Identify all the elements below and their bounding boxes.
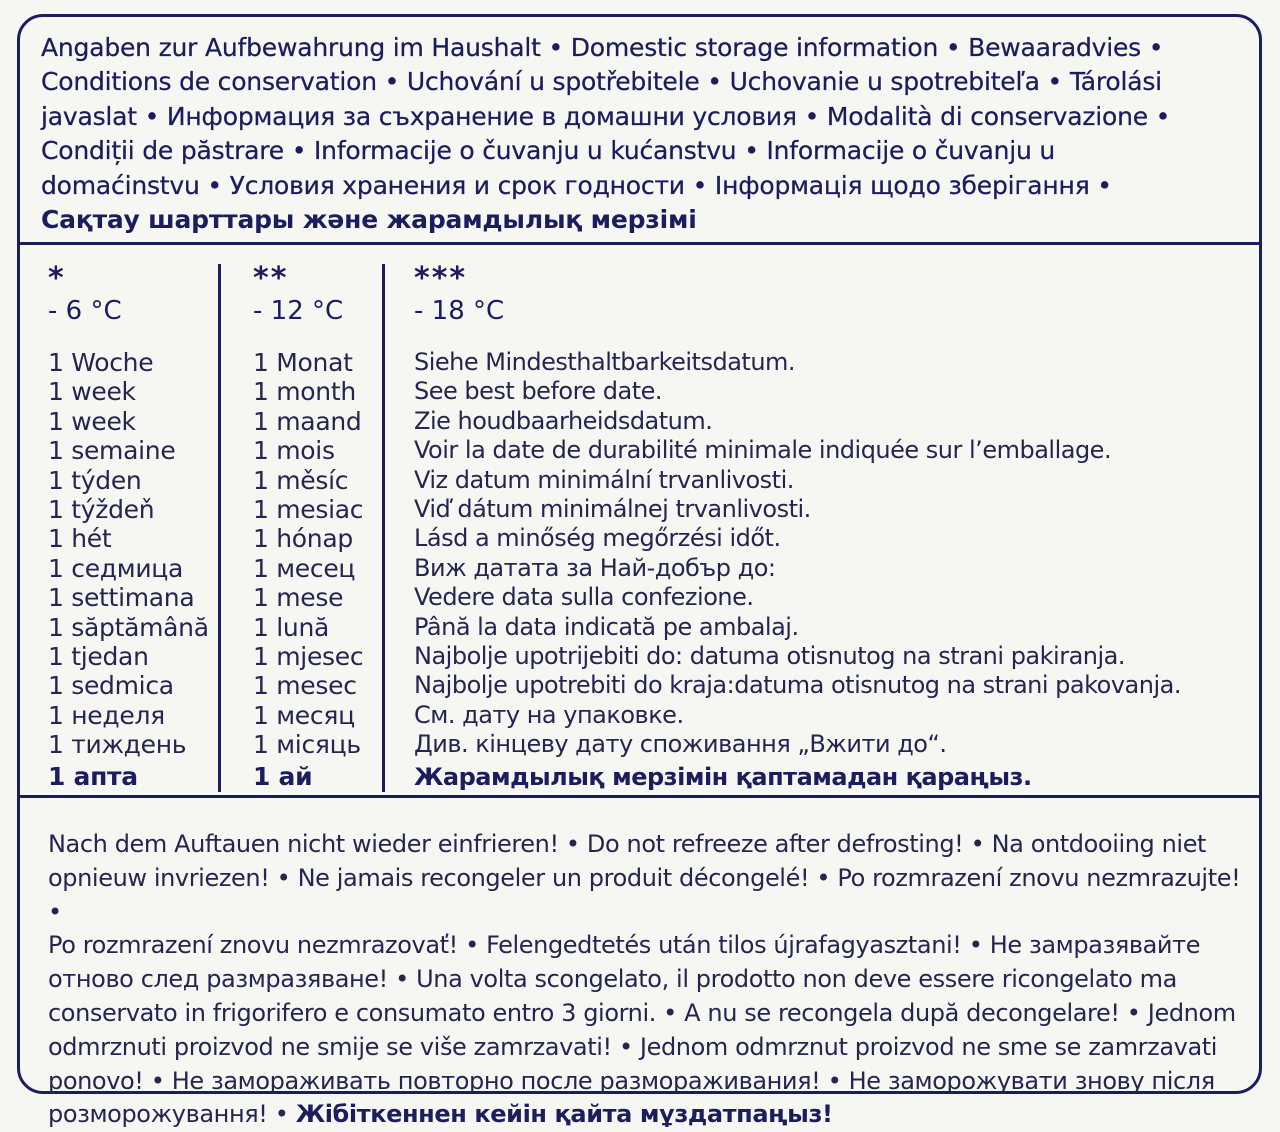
duration-item: 1 týden bbox=[48, 465, 142, 495]
warning-line: ponovo! • Не замораживать повторно после размораживания! • Не заморожувати знову після bbox=[48, 1066, 1215, 1095]
duration-item: 1 semaine bbox=[48, 436, 176, 466]
warning-line: odmrznuti proizvod ne smije se više zamrzavati! • Jednom odmrznut proizvod ne sme se zamrzavati bbox=[48, 1032, 1218, 1061]
duration-item: 1 maand bbox=[253, 406, 362, 436]
two-star-duration-list bbox=[253, 348, 393, 795]
warning-text: розморожування! • bbox=[48, 1100, 289, 1129]
duration-item: 1 týždeň bbox=[48, 494, 155, 524]
column-divider bbox=[218, 264, 221, 792]
header-line: javaslat • Информация за съхранение в домашни условия • Modalità di conservazione • bbox=[41, 101, 1171, 131]
duration-item: 1 lună bbox=[253, 612, 330, 642]
two-star-column bbox=[253, 260, 393, 796]
duration-item: Zie houdbaarheidsdatum. bbox=[414, 406, 713, 435]
duration-item: See best before date. bbox=[414, 377, 663, 406]
duration-item: Viz datum minimální trvanlivosti. bbox=[414, 465, 794, 494]
header-line: domaćinstvu • Условия хранения и срок годности • Інформація щодо зберігання • bbox=[41, 170, 1112, 200]
header-line: Condiții de păstrare • Informacije o čuvanju u kućanstvu • Informacije o čuvanju u bbox=[41, 136, 1056, 166]
duration-item: Виж датата за Най-добър до: bbox=[414, 553, 776, 582]
one-star-rating: * bbox=[48, 261, 66, 296]
one-star-column bbox=[48, 260, 218, 796]
storage-duration-table bbox=[20, 260, 1259, 796]
duration-item: 1 mois bbox=[253, 436, 335, 466]
duration-item: Până la data indicată pe ambalaj. bbox=[414, 612, 799, 641]
duration-item: 1 week bbox=[48, 406, 136, 436]
three-star-duration-list bbox=[414, 348, 1244, 795]
duration-item: 1 sedmica bbox=[48, 671, 174, 701]
duration-item: 1 mjesec bbox=[253, 641, 364, 671]
duration-item: Жарамдылық мерзімін қаптамадан қараңыз. bbox=[414, 763, 1032, 792]
header-line: Angaben zur Aufbewahrung im Haushalt • Domestic storage information • Bewaaradvies • bbox=[41, 33, 1164, 62]
header-line: Conditions de conservation • Uchování u spotřebitele • Uchovanie u spotrebiteľa • Tárolási bbox=[41, 67, 1162, 97]
warning-line: Nach dem Auftauen nicht wieder einfrieren! • Do not refreeze after defrosting! • Na ontdooiing niet bbox=[48, 830, 1207, 858]
duration-item: Vedere data sulla confezione. bbox=[414, 583, 754, 612]
duration-item: 1 hónap bbox=[253, 524, 353, 554]
duration-item: Див. кінцеву дату споживання „Вжити до“. bbox=[414, 730, 947, 759]
duration-item: 1 hét bbox=[48, 524, 112, 554]
duration-item: 1 tjedan bbox=[48, 641, 149, 671]
storage-info-panel bbox=[17, 14, 1262, 1129]
warning-line: отново след размразяване! • Una volta scongelato, il prodotto non deve essere ricongelato ma bbox=[48, 965, 1177, 994]
duration-item: 1 ай bbox=[253, 762, 313, 792]
two-star-rating: ** bbox=[253, 261, 289, 296]
duration-item: 1 неделя bbox=[48, 700, 165, 730]
duration-item: 1 Woche bbox=[48, 348, 154, 377]
duration-item: 1 тиждень bbox=[48, 730, 187, 760]
duration-item: 1 week bbox=[48, 377, 136, 407]
duration-item: 1 апта bbox=[48, 762, 138, 792]
refreeze-warning bbox=[20, 795, 1259, 1129]
duration-item: 1 mesec bbox=[253, 671, 357, 701]
warning-line: opnieuw invriezen! • Ne jamais recongeler un produit décongelé! • Po rozmrazení znovu nezmrazujte! • bbox=[48, 863, 1241, 926]
duration-item: 1 mese bbox=[253, 583, 344, 613]
duration-item: 1 месец bbox=[253, 553, 356, 583]
one-star-temperature: - 6 °C bbox=[48, 296, 122, 326]
duration-item: Voir la date de durabilité minimale indiquée sur l’emballage. bbox=[414, 436, 1112, 465]
duration-item: Viď dátum minimálnej trvanlivosti. bbox=[414, 494, 811, 523]
duration-item: 1 month bbox=[253, 377, 356, 407]
duration-item: Najbolje upotrijebiti do: datuma otisnutog na strani pakiranja. bbox=[414, 641, 1125, 670]
duration-item: 1 місяць bbox=[253, 730, 361, 760]
warning-line-last bbox=[48, 1098, 1245, 1132]
three-star-rating: *** bbox=[414, 261, 468, 296]
duration-item: Siehe Mindesthaltbarkeitsdatum. bbox=[414, 348, 796, 376]
three-star-temperature: - 18 °C bbox=[414, 296, 505, 326]
two-star-temperature: - 12 °C bbox=[253, 296, 344, 326]
duration-item: 1 săptămână bbox=[48, 612, 209, 642]
one-star-duration-list bbox=[48, 348, 218, 795]
duration-item: Lásd a minőség megőrzési időt. bbox=[414, 524, 781, 553]
duration-item: 1 settimana bbox=[48, 583, 195, 613]
duration-item: См. дату на упаковке. bbox=[414, 700, 684, 729]
duration-item: 1 Monat bbox=[253, 348, 353, 377]
storage-info-header bbox=[20, 17, 1259, 245]
header-line-kazakh: Сақтау шарттары және жарамдылық мерзімі bbox=[41, 205, 697, 235]
duration-item: 1 седмица bbox=[48, 553, 184, 583]
duration-item: 1 месяц bbox=[253, 700, 355, 730]
warning-text-kazakh: Жібіткеннен кейін қайта мұздатпаңыз! bbox=[295, 1100, 833, 1129]
duration-item: Najbolje upotrebiti do kraja:datuma otisnutog na strani pakovanja. bbox=[414, 671, 1181, 700]
warning-line: conservato in frigorifero e consumato entro 3 giorni. • A nu se recongela după decongelare! • Jednom bbox=[48, 998, 1236, 1027]
duration-item: 1 mesiac bbox=[253, 494, 364, 524]
duration-item: 1 měsíc bbox=[253, 465, 349, 495]
three-star-column bbox=[414, 260, 1244, 796]
warning-line: Po rozmrazení znovu nezmrazovať! • Felengedtetés után tilos újrafagyasztani! • Не замразявайте bbox=[48, 931, 1201, 960]
